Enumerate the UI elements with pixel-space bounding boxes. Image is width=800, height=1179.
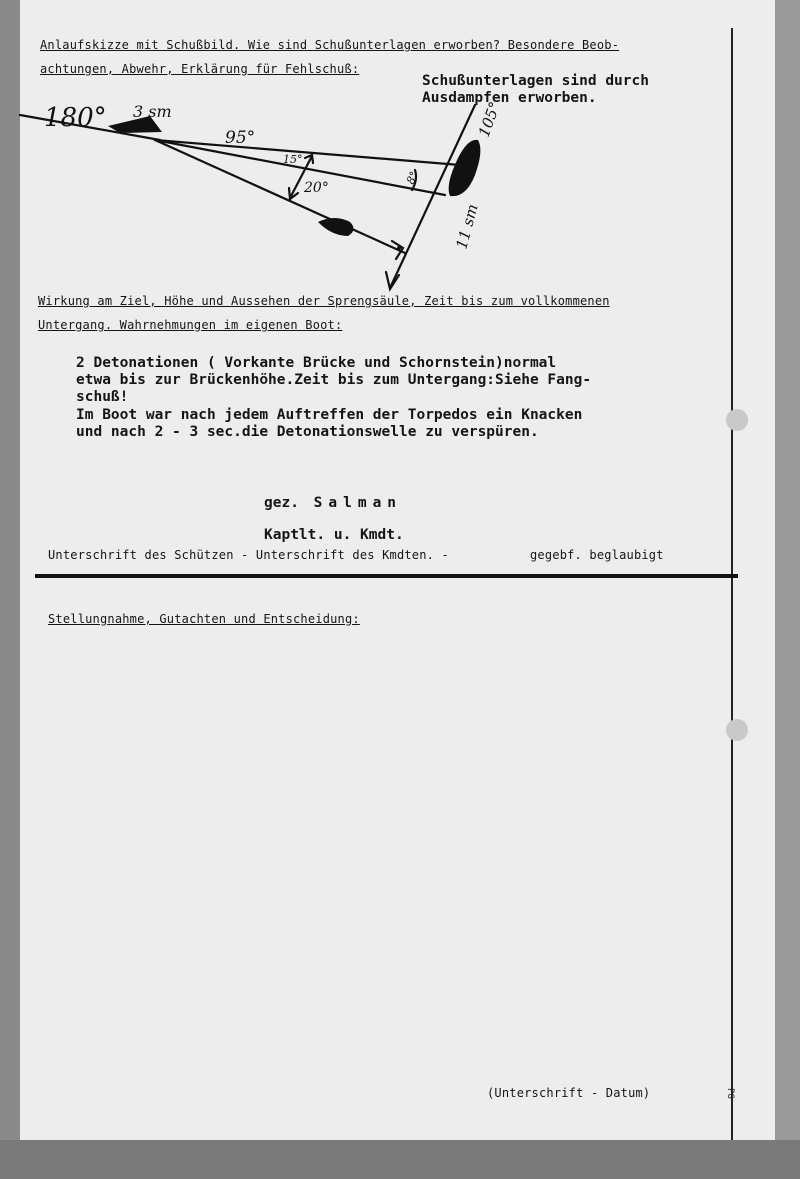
signed-name: Salman [313, 495, 403, 511]
bearing-label: 180° [44, 103, 107, 133]
body-line: Im Boot war nach jedem Auftreffen der Torpedos ein Knacken [76, 406, 583, 423]
attack-sketch [0, 0, 800, 300]
firing-line-middle [155, 140, 445, 195]
section1-answer-line2: Ausdampfen erworben. [422, 90, 597, 106]
angle-20-label: 20° [304, 180, 329, 196]
target-speed-label: 11 sm [452, 202, 482, 252]
section2-body [76, 355, 591, 441]
signed-by [264, 495, 402, 512]
small-angle-label: 15° [283, 153, 303, 166]
body-line: 2 Detonationen ( Vorkante Brücke und Schornstein)normal [76, 355, 557, 371]
signature-caption: Unterschrift des Schützen - Unterschrift des Kmdten. - [48, 548, 449, 562]
section1-heading-line2: achtungen, Abwehr, Erklärung für Fehlschuß: [40, 62, 360, 76]
margin-code: PG [725, 1088, 735, 1099]
section2-heading-line2: Untergang. Wahrnehmungen im eigenen Boot: [38, 318, 343, 332]
target-course-label: 105° [474, 99, 505, 140]
certified-note: gegebf. beglaubigt [530, 548, 664, 562]
punch-hole-upper [726, 409, 748, 431]
section3-heading: Stellungnahme, Gutachten und Entscheidung: [48, 612, 360, 626]
torpedo-silhouette [318, 218, 354, 236]
signatory-rank: Kaptlt. u. Kmdt. [264, 527, 404, 543]
distance-label: 3 sm [133, 102, 172, 121]
body-line: etwa bis zur Brückenhöhe.Zeit bis zum Untergang:Siehe Fang- [76, 372, 592, 389]
section-divider [35, 574, 738, 578]
punch-hole-lower [726, 719, 748, 741]
right-angle-dot [397, 246, 401, 250]
target-angle-label: 8° [403, 169, 422, 187]
section1-heading-line1: Anlaufskizze mit Schußbild. Wie sind Schußunterlagen erworben? Besondere Beob- [40, 38, 620, 52]
scan-edge-bottom [0, 1140, 800, 1179]
body-line: schuß! [76, 389, 129, 406]
target-course-line [390, 105, 475, 288]
signature-date-caption: (Unterschrift - Datum) [487, 1086, 651, 1100]
body-line: und nach 2 - 3 sec.die Detonationswelle zu verspüren. [76, 423, 539, 440]
section2-heading-line1: Wirkung am Ziel, Höhe und Aussehen der Sprengsäule, Zeit bis zum vollkommenen [38, 294, 610, 308]
course-label: 95° [225, 128, 256, 148]
target-ship-silhouette [449, 140, 481, 196]
signed-prefix: gez. [264, 495, 299, 511]
section1-answer-line1: Schußunterlagen sind durch [422, 73, 649, 89]
